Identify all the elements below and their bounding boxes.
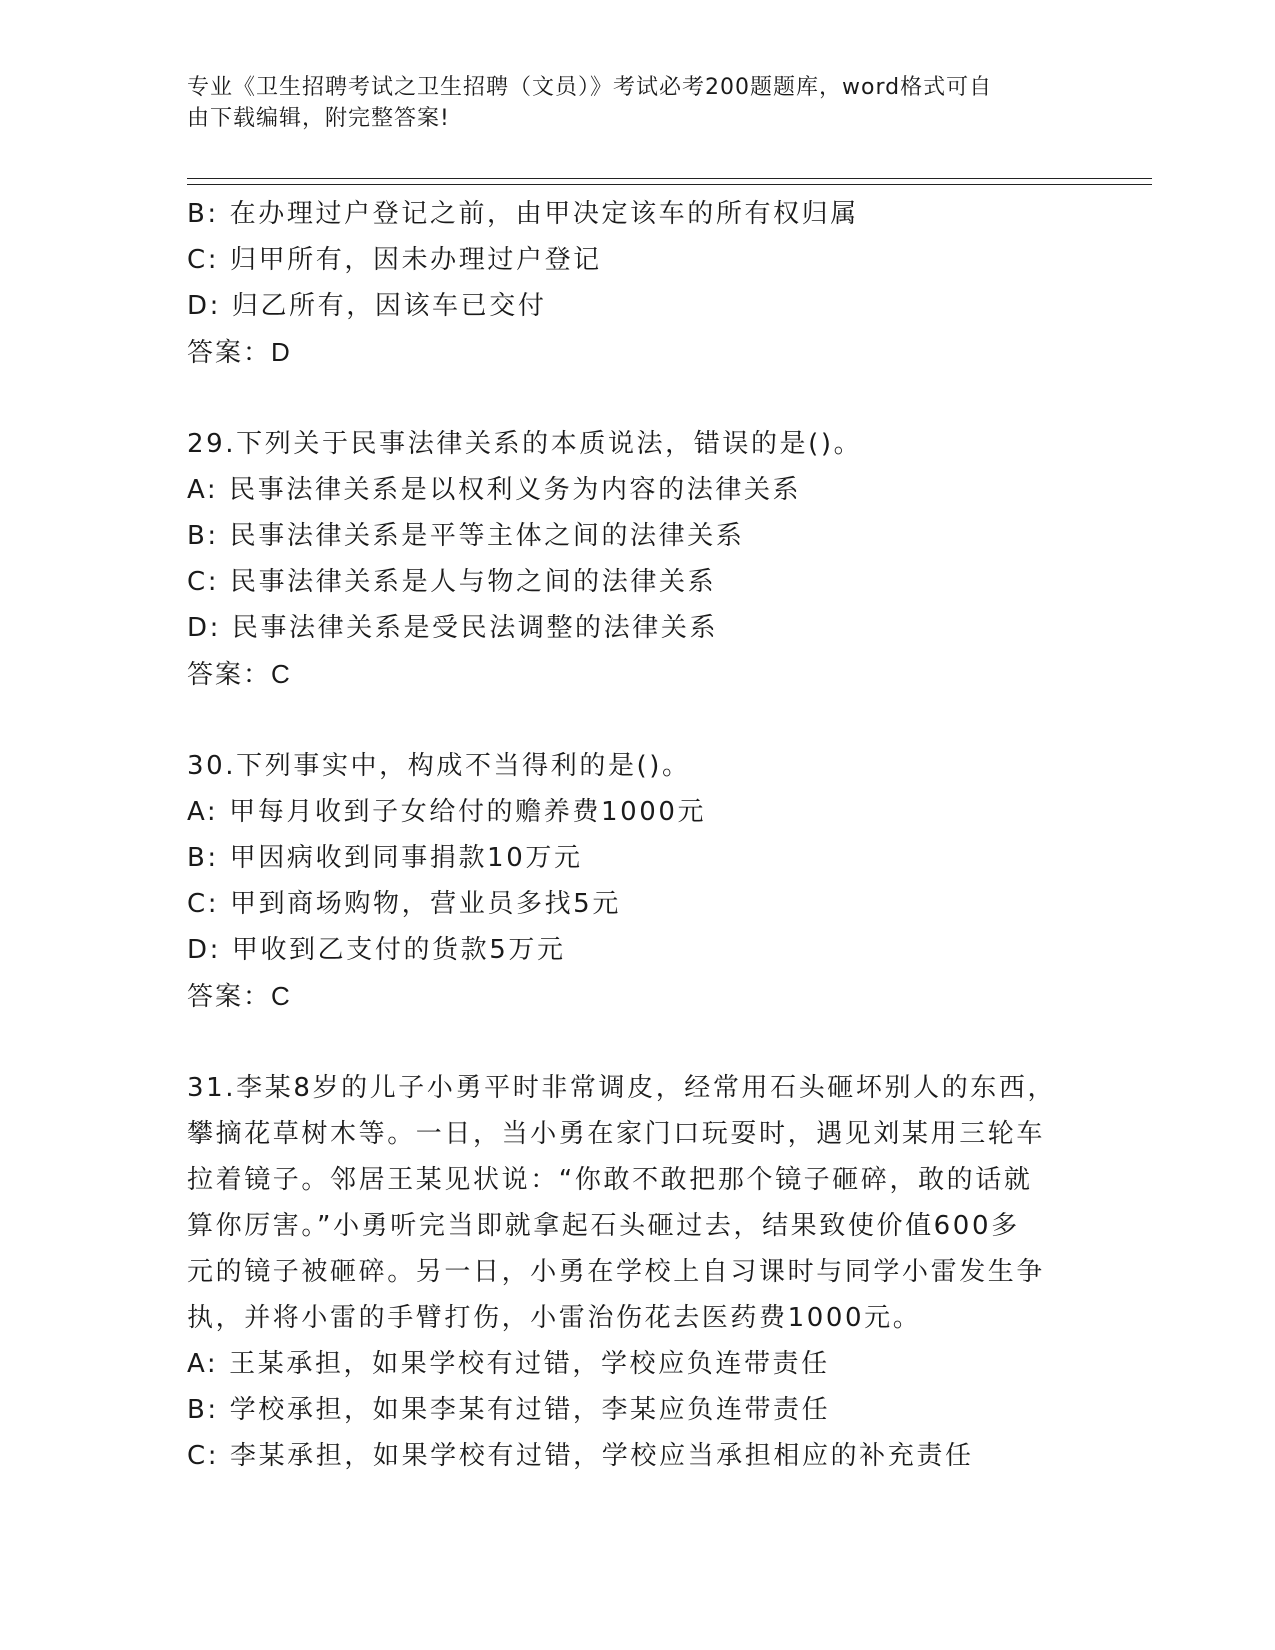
option-c: C: 李某承担，如果学校有过错，学校应当承担相应的补充责任 — [187, 1441, 974, 1471]
option-b: B: 学校承担，如果李某有过错，李某应负连带责任 — [187, 1395, 831, 1425]
answer: 答案：C — [187, 981, 292, 1011]
question-31 — [187, 1065, 1067, 1479]
answer: 答案：D — [187, 337, 292, 367]
option-d: D: 甲收到乙支付的货款5万元 — [187, 935, 566, 965]
question-stem-line: 攀摘花草树木等。一日，当小勇在家门口玩耍时，遇见刘某用三轮车 — [187, 1119, 1046, 1149]
spacer — [187, 1019, 1067, 1065]
document-header — [187, 72, 1067, 134]
question-stem-line: 算你厉害。”小勇听完当即就拿起石头砸过去，结果致使价值600多 — [187, 1211, 1020, 1241]
option-a: A: 王某承担，如果学校有过错，学校应负连带责任 — [187, 1349, 830, 1379]
header-rule-top — [187, 178, 1152, 179]
question-28 — [187, 191, 1067, 375]
header-line-1: 专业《卫生招聘考试之卫生招聘（文员）》考试必考200题题库，word格式可自 — [187, 75, 993, 100]
option-d: D: 归乙所有，因该车已交付 — [187, 291, 547, 321]
spacer — [187, 375, 1067, 421]
answer: 答案：C — [187, 659, 292, 689]
header-line-2: 由下载编辑，附完整答案! — [187, 106, 450, 131]
option-c: C: 甲到商场购物，营业员多找5元 — [187, 889, 621, 919]
option-b: B: 甲因病收到同事捐款10万元 — [187, 843, 583, 873]
option-c: C: 归甲所有，因未办理过户登记 — [187, 245, 602, 275]
question-stem: 30.下列事实中，构成不当得利的是()。 — [187, 751, 691, 781]
question-stem-line: 元的镜子被砸碎。另一日，小勇在学校上自习课时与同学小雷发生争 — [187, 1257, 1046, 1287]
question-stem: 29.下列关于民事法律关系的本质说法，错误的是()。 — [187, 429, 863, 459]
option-c: C: 民事法律关系是人与物之间的法律关系 — [187, 567, 717, 597]
option-b: B: 在办理过户登记之前，由甲决定该车的所有权归属 — [187, 199, 859, 229]
question-30 — [187, 743, 1067, 1019]
question-stem-line: 31.李某8岁的儿子小勇平时非常调皮，经常用石头砸坏别人的东西， — [187, 1073, 1057, 1103]
header-rule-bottom — [187, 184, 1152, 185]
question-content — [187, 191, 1067, 1479]
question-stem-line: 拉着镜子。邻居王某见状说：“你敢不敢把那个镜子砸碎，敢的话就 — [187, 1165, 1033, 1195]
option-b: B: 民事法律关系是平等主体之间的法律关系 — [187, 521, 745, 551]
spacer — [187, 697, 1067, 743]
option-a: A: 民事法律关系是以权利义务为内容的法律关系 — [187, 475, 802, 505]
option-d: D: 民事法律关系是受民法调整的法律关系 — [187, 613, 719, 643]
question-stem-line: 执，并将小雷的手臂打伤，小雷治伤花去医药费1000元。 — [187, 1303, 922, 1333]
option-a: A: 甲每月收到子女给付的赡养费1000元 — [187, 797, 707, 827]
question-29 — [187, 421, 1067, 697]
